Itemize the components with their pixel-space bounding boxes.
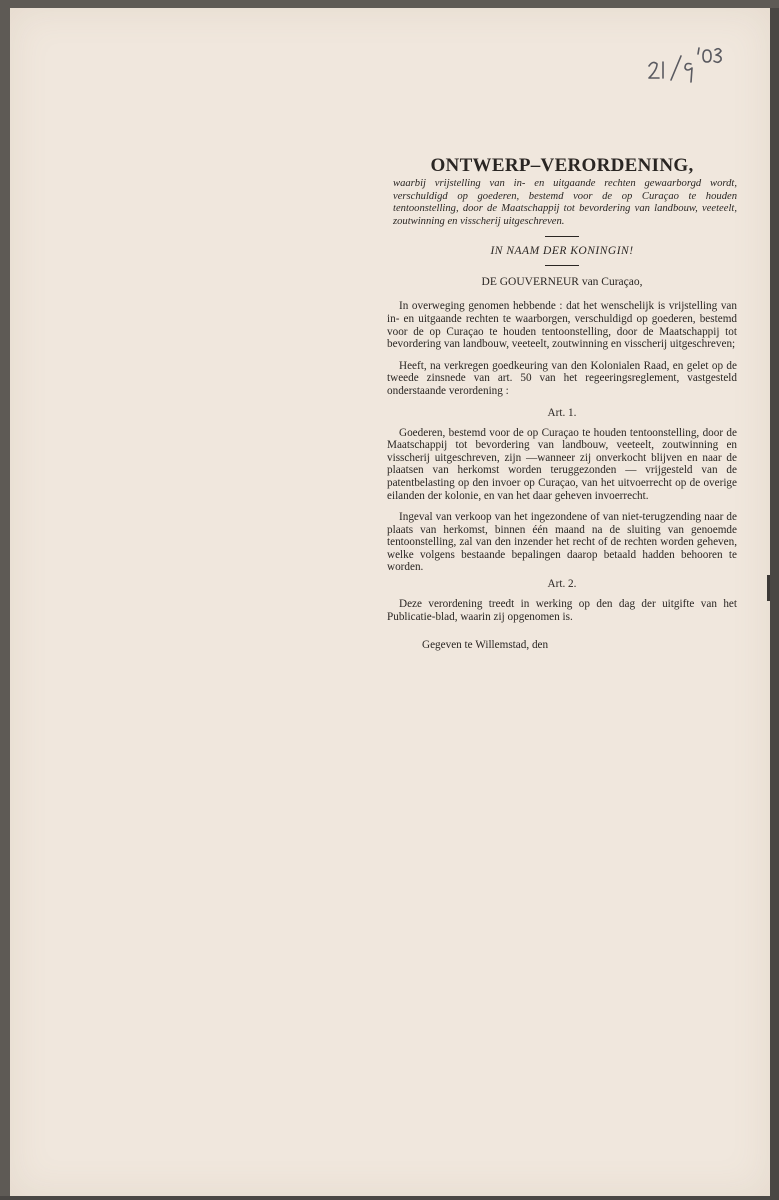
preamble-paragraph: Heeft, na verkregen goedkeuring van den Kolonialen Raad, en gelet op de tweede zinsnede van art. 50 van het regeeringsreglement, vastgesteld onderstaande verordening : xyxy=(387,359,737,397)
document-title: ONTWERP–VERORDENING, xyxy=(430,155,694,176)
given-at-line: Gegeven te Willemstad, den xyxy=(422,639,549,652)
article-paragraph: Deze verordening treedt in werking op den dag der uitgifte van het Publicatie-blad, waarin zij opgenomen is. xyxy=(387,598,737,623)
paper-tab-mark xyxy=(767,575,770,601)
handwritten-date-annotation xyxy=(645,38,735,88)
article-heading: Art. 1. xyxy=(547,406,577,419)
divider-rule xyxy=(545,236,579,237)
article-paragraph: Goederen, bestemd voor de op Curaçao te houden tentoonstelling, door de Maatschappij tot bevordering van landbouw, veeteelt, zoutwinning en visscherij uitgeschreven, zijn —wanneer zij onverkocht blijven en naar de plaatsen van herkomst worden teruggezonden — vrijgesteld van de patentbelasting op den invoer op Curaçao, van het uitvoerrecht op de overige eilanden der kolonie, en van het daar geheven invoerrecht. xyxy=(387,426,737,502)
article-paragraph: Ingeval van verkoop van het ingezondene of van niet-terugzending naar de plaats van herkomst, binnen één maand na de sluiting van genoemde tentoonstelling, zal van den inzender het recht of de rechten worden geheven, welke volgens bestaande bepalingen daarop betaald hadden behooren te worden. xyxy=(387,511,737,574)
invocation-line: IN NAAM DER KONINGIN! xyxy=(490,245,634,258)
governor-line: DE GOUVERNEUR van Curaçao, xyxy=(481,276,643,289)
article-heading: Art. 2. xyxy=(547,578,577,591)
divider-rule xyxy=(545,265,579,266)
preamble-paragraph: In overweging genomen hebbende : dat het wenschelijk is vrijstelling van in- en uitgaande rechten te waarborgen, verschuldigd op goederen, bestemd voor de op Curaçao te houden tentoonstelling, door de Maatschappij tot bevordering van landbouw, veeteelt, zoutwinning en visscherij uitgeschreven; xyxy=(387,300,737,351)
document-subtitle: waarbij vrijstelling van in- en uitgaande rechten gewaarborgd wordt, verschuldigd op goederen, bestemd voor de op Curaçao te houden tentoonstelling, door de Maatschappij tot bevordering van landbouw, veeteelt, zoutwinning en visscherij uitgeschreven. xyxy=(393,178,737,227)
scan-edge-right xyxy=(770,8,779,1196)
scan-edge-bottom xyxy=(0,1196,779,1200)
ordinance-text-column xyxy=(387,155,737,651)
